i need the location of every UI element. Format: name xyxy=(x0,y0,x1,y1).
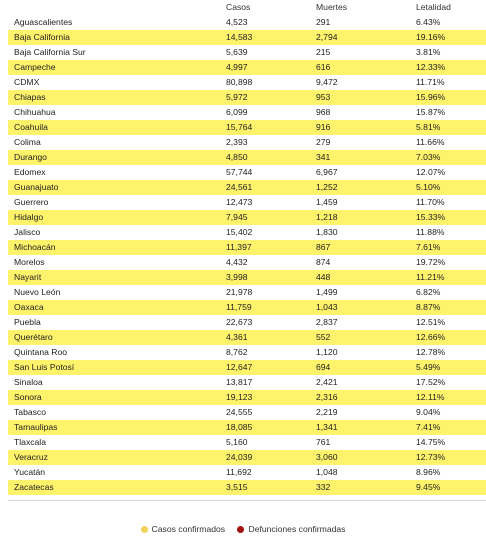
cell-casos: 7,945 xyxy=(220,210,310,225)
cell-letalidad: 15.87% xyxy=(410,105,486,120)
cell-state: Chiapas xyxy=(8,90,220,105)
cell-muertes: 3,060 xyxy=(310,450,410,465)
legend-dot-defunciones-icon xyxy=(237,526,244,533)
cell-muertes: 2,316 xyxy=(310,390,410,405)
cell-state: Colima xyxy=(8,135,220,150)
cell-state: Edomex xyxy=(8,165,220,180)
cell-casos: 3,515 xyxy=(220,480,310,495)
cell-letalidad: 8.96% xyxy=(410,465,486,480)
cell-muertes: 1,218 xyxy=(310,210,410,225)
cell-muertes: 9,472 xyxy=(310,75,410,90)
cell-muertes: 1,252 xyxy=(310,180,410,195)
cell-state: Oaxaca xyxy=(8,300,220,315)
cell-muertes: 1,120 xyxy=(310,345,410,360)
table-row xyxy=(8,45,486,60)
table-row xyxy=(8,270,486,285)
cell-letalidad: 14.75% xyxy=(410,435,486,450)
cell-casos: 12,647 xyxy=(220,360,310,375)
cell-casos: 19,123 xyxy=(220,390,310,405)
cell-muertes: 953 xyxy=(310,90,410,105)
cell-casos: 4,997 xyxy=(220,60,310,75)
cell-casos: 11,692 xyxy=(220,465,310,480)
cell-letalidad: 19.72% xyxy=(410,255,486,270)
cell-letalidad: 3.81% xyxy=(410,45,486,60)
cell-muertes: 2,421 xyxy=(310,375,410,390)
table-row xyxy=(8,195,486,210)
table-row xyxy=(8,90,486,105)
cell-state: Veracruz xyxy=(8,450,220,465)
cell-casos: 5,972 xyxy=(220,90,310,105)
table-row xyxy=(8,240,486,255)
cell-state: Puebla xyxy=(8,315,220,330)
cell-muertes: 874 xyxy=(310,255,410,270)
table-row xyxy=(8,435,486,450)
table-row xyxy=(8,165,486,180)
cell-muertes: 552 xyxy=(310,330,410,345)
cell-muertes: 279 xyxy=(310,135,410,150)
cell-muertes: 1,830 xyxy=(310,225,410,240)
table-body xyxy=(8,15,486,495)
cell-casos: 4,361 xyxy=(220,330,310,345)
cell-letalidad: 12.66% xyxy=(410,330,486,345)
cell-letalidad: 6.43% xyxy=(410,15,486,30)
covid-state-table xyxy=(8,0,486,495)
table-row xyxy=(8,450,486,465)
cell-state: Campeche xyxy=(8,60,220,75)
cell-state: Nayarit xyxy=(8,270,220,285)
cell-state: Tlaxcala xyxy=(8,435,220,450)
cell-casos: 5,639 xyxy=(220,45,310,60)
cell-letalidad: 12.11% xyxy=(410,390,486,405)
cell-state: Coahuila xyxy=(8,120,220,135)
cell-casos: 24,555 xyxy=(220,405,310,420)
table-row xyxy=(8,375,486,390)
header-state xyxy=(8,0,220,15)
legend-item-casos xyxy=(141,524,226,534)
cell-casos: 3,998 xyxy=(220,270,310,285)
cell-state: Sinaloa xyxy=(8,375,220,390)
cell-letalidad: 12.07% xyxy=(410,165,486,180)
cell-state: Baja California xyxy=(8,30,220,45)
cell-muertes: 1,459 xyxy=(310,195,410,210)
table-row xyxy=(8,465,486,480)
table-row xyxy=(8,180,486,195)
cell-letalidad: 11.88% xyxy=(410,225,486,240)
legend-dot-casos-icon xyxy=(141,526,148,533)
table-row xyxy=(8,150,486,165)
cell-letalidad: 15.96% xyxy=(410,90,486,105)
cell-muertes: 2,837 xyxy=(310,315,410,330)
cell-muertes: 1,048 xyxy=(310,465,410,480)
cell-state: San Luis Potosí xyxy=(8,360,220,375)
cell-state: Tamaulipas xyxy=(8,420,220,435)
cell-state: Guerrero xyxy=(8,195,220,210)
cell-state: Hidalgo xyxy=(8,210,220,225)
cell-letalidad: 7.03% xyxy=(410,150,486,165)
cell-muertes: 2,219 xyxy=(310,405,410,420)
table-header xyxy=(8,0,486,15)
cell-muertes: 761 xyxy=(310,435,410,450)
cell-letalidad: 17.52% xyxy=(410,375,486,390)
cell-muertes: 332 xyxy=(310,480,410,495)
header-muertes: Muertes xyxy=(310,0,410,15)
header-casos: Casos xyxy=(220,0,310,15)
table-row xyxy=(8,60,486,75)
cell-letalidad: 5.81% xyxy=(410,120,486,135)
cell-muertes: 448 xyxy=(310,270,410,285)
cell-letalidad: 11.66% xyxy=(410,135,486,150)
cell-muertes: 1,499 xyxy=(310,285,410,300)
cell-state: Yucatán xyxy=(8,465,220,480)
table-row xyxy=(8,255,486,270)
cell-casos: 18,085 xyxy=(220,420,310,435)
cell-muertes: 215 xyxy=(310,45,410,60)
legend-label-casos: Casos confirmados xyxy=(151,524,226,534)
cell-state: CDMX xyxy=(8,75,220,90)
cell-muertes: 2,794 xyxy=(310,30,410,45)
cell-letalidad: 12.78% xyxy=(410,345,486,360)
cell-state: Jalisco xyxy=(8,225,220,240)
cell-muertes: 6,967 xyxy=(310,165,410,180)
cell-casos: 4,850 xyxy=(220,150,310,165)
cell-letalidad: 12.33% xyxy=(410,60,486,75)
cell-state: Morelos xyxy=(8,255,220,270)
table-row xyxy=(8,75,486,90)
table-row xyxy=(8,105,486,120)
header-row xyxy=(8,0,486,15)
cell-letalidad: 15.33% xyxy=(410,210,486,225)
table-row xyxy=(8,390,486,405)
cell-state: Guanajuato xyxy=(8,180,220,195)
cell-state: Nuevo León xyxy=(8,285,220,300)
cell-casos: 22,673 xyxy=(220,315,310,330)
table-row xyxy=(8,120,486,135)
cell-letalidad: 11.21% xyxy=(410,270,486,285)
table-row xyxy=(8,300,486,315)
cell-muertes: 694 xyxy=(310,360,410,375)
divider xyxy=(8,500,486,501)
table-row xyxy=(8,345,486,360)
cell-letalidad: 7.41% xyxy=(410,420,486,435)
cell-letalidad: 7.61% xyxy=(410,240,486,255)
cell-casos: 4,432 xyxy=(220,255,310,270)
cell-casos: 21,978 xyxy=(220,285,310,300)
table-row xyxy=(8,210,486,225)
cell-casos: 12,473 xyxy=(220,195,310,210)
cell-casos: 11,397 xyxy=(220,240,310,255)
cell-muertes: 968 xyxy=(310,105,410,120)
cell-muertes: 341 xyxy=(310,150,410,165)
cell-muertes: 916 xyxy=(310,120,410,135)
table-row xyxy=(8,225,486,240)
cell-letalidad: 12.51% xyxy=(410,315,486,330)
table-row xyxy=(8,480,486,495)
cell-casos: 15,764 xyxy=(220,120,310,135)
cell-casos: 15,402 xyxy=(220,225,310,240)
table-row xyxy=(8,15,486,30)
cell-casos: 4,523 xyxy=(220,15,310,30)
cell-state: Chihuahua xyxy=(8,105,220,120)
cell-muertes: 1,043 xyxy=(310,300,410,315)
cell-letalidad: 11.70% xyxy=(410,195,486,210)
cell-letalidad: 12.73% xyxy=(410,450,486,465)
cell-state: Tabasco xyxy=(8,405,220,420)
cell-state: Aguascalientes xyxy=(8,15,220,30)
cell-casos: 57,744 xyxy=(220,165,310,180)
cell-state: Zacatecas xyxy=(8,480,220,495)
cell-casos: 13,817 xyxy=(220,375,310,390)
cell-letalidad: 19.16% xyxy=(410,30,486,45)
cell-letalidad: 8.87% xyxy=(410,300,486,315)
cell-casos: 11,759 xyxy=(220,300,310,315)
cell-casos: 24,039 xyxy=(220,450,310,465)
table-row xyxy=(8,405,486,420)
cell-casos: 6,099 xyxy=(220,105,310,120)
cell-state: Sonora xyxy=(8,390,220,405)
cell-state: Baja California Sur xyxy=(8,45,220,60)
legend-label-defunciones: Defunciones confirmadas xyxy=(248,524,346,534)
cell-letalidad: 6.82% xyxy=(410,285,486,300)
cell-casos: 8,762 xyxy=(220,345,310,360)
header-letalidad: Letalidad xyxy=(410,0,486,15)
cell-casos: 2,393 xyxy=(220,135,310,150)
cell-casos: 80,898 xyxy=(220,75,310,90)
cell-casos: 24,561 xyxy=(220,180,310,195)
table-row xyxy=(8,360,486,375)
table-row xyxy=(8,30,486,45)
table-row xyxy=(8,135,486,150)
cell-muertes: 616 xyxy=(310,60,410,75)
legend xyxy=(0,524,486,534)
cell-state: Quintana Roo xyxy=(8,345,220,360)
cell-letalidad: 9.04% xyxy=(410,405,486,420)
table-row xyxy=(8,285,486,300)
cell-letalidad: 5.49% xyxy=(410,360,486,375)
cell-letalidad: 11.71% xyxy=(410,75,486,90)
cell-muertes: 867 xyxy=(310,240,410,255)
cell-muertes: 291 xyxy=(310,15,410,30)
legend-item-defunciones xyxy=(237,524,345,534)
cell-letalidad: 9.45% xyxy=(410,480,486,495)
cell-casos: 14,583 xyxy=(220,30,310,45)
cell-muertes: 1,341 xyxy=(310,420,410,435)
table-row xyxy=(8,420,486,435)
table-row xyxy=(8,330,486,345)
cell-letalidad: 5.10% xyxy=(410,180,486,195)
table-row xyxy=(8,315,486,330)
cell-casos: 5,160 xyxy=(220,435,310,450)
cell-state: Michoacán xyxy=(8,240,220,255)
cell-state: Durango xyxy=(8,150,220,165)
cell-state: Querétaro xyxy=(8,330,220,345)
